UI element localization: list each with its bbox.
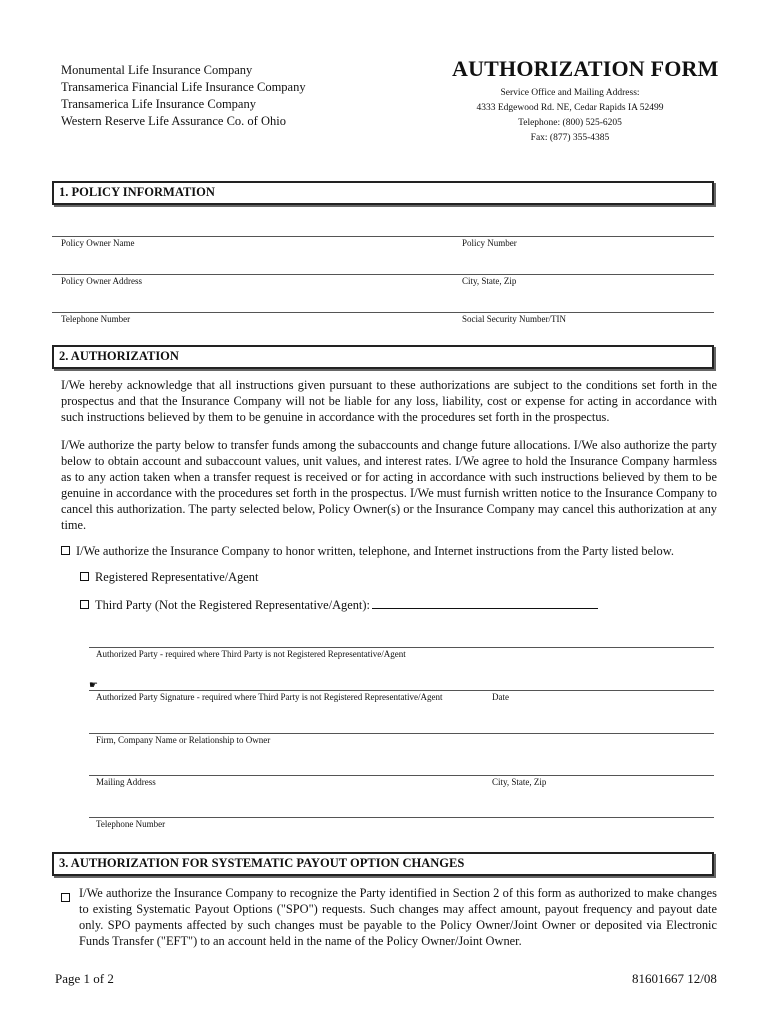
service-office-line: Service Office and Mailing Address: <box>500 88 640 98</box>
section-1-title: 1. POLICY INFORMATION <box>59 185 215 199</box>
authorization-paragraph: I/We authorize the party below to transfer funds among the subaccounts and change future allocations. I/We also authorize the party below to obtain account and subaccount values, unit values, and interest rates. I/We agree to hold the Insurance Company harmless as to any action taken when a transfer request is received or for acting in accordance with such instructions believed by them to be genuine in accordance with the procedures set forth in the prospectus. I/We must furnish written notice to the Insurance Company to cancel this authorization. The party selected below, Policy Owner(s) or the Insurance Company may cancel this authorization at any time. <box>61 438 717 532</box>
service-office-info <box>470 86 670 146</box>
service-office-telephone: Telephone: (800) 525-6205 <box>518 118 622 128</box>
third-party-checkbox[interactable] <box>80 600 89 609</box>
third-party-label: Third Party (Not the Registered Representative/Agent): <box>95 598 370 612</box>
field-line <box>89 647 714 648</box>
third-party-row <box>80 597 598 613</box>
page-number: Page 1 of 2 <box>55 971 114 986</box>
mailing-address-field[interactable]: Mailing Address <box>96 777 156 787</box>
field-line <box>52 274 714 275</box>
company-name: Monumental Life Insurance Company <box>61 63 253 77</box>
field-line <box>89 775 714 776</box>
authorize-instructions-label: I/We authorize the Insurance Company to honor written, telephone, and Internet instructions from the Party listed below. <box>76 544 674 558</box>
company-name: Transamerica Life Insurance Company <box>61 97 256 111</box>
company-name: Transamerica Financial Life Insurance Company <box>61 80 306 94</box>
spo-authorization-text: I/We authorize the Insurance Company to recognize the Party identified in Section 2 of this form as authorized to make changes to existing Systematic Payout Options ("SPO") requests. Such changes may affect amount, payout frequency and payout date only. SPO payments affected by such changes must be payable to the Policy Owner/Joint Owner or deposited via Electronic Funds Transfer ("EFT") to an account held in the name of the Policy Owner/Joint Owner. <box>79 886 717 948</box>
signature-date-field[interactable]: Date <box>492 692 509 702</box>
policy-owner-name-field[interactable]: Policy Owner Name <box>61 238 135 248</box>
form-number: 81601667 12/08 <box>632 971 717 986</box>
authorized-party-signature-field[interactable]: Authorized Party Signature - required where Third Party is not Registered Representative/Agent <box>96 692 443 702</box>
registered-rep-checkbox[interactable] <box>80 572 89 581</box>
company-name: Western Reserve Life Assurance Co. of Ohio <box>61 114 286 128</box>
section-3-title: 3. AUTHORIZATION FOR SYSTEMATIC PAYOUT OPTION CHANGES <box>59 856 465 870</box>
section-1-heading <box>52 181 714 205</box>
spo-authorization-checkbox[interactable] <box>61 893 70 902</box>
service-office-fax: Fax: (877) 355-4385 <box>530 133 610 143</box>
field-line <box>89 733 714 734</box>
party-telephone-field[interactable]: Telephone Number <box>96 819 166 829</box>
authorize-instructions-checkbox[interactable] <box>61 546 70 555</box>
form-title: AUTHORIZATION FORM <box>452 56 719 81</box>
policy-number-field[interactable]: Policy Number <box>462 238 517 248</box>
company-list <box>61 62 306 130</box>
acknowledgement-paragraph: I/We hereby acknowledge that all instructions given pursuant to these authorizations are subject to the conditions set forth in the prospectus and that the Insurance Company will not be liable for any loss, liability, cost or expense for acting in accordance with such instructions believed by them to be genuine in accordance with the procedures set forth in the prospectus. <box>61 378 717 424</box>
party-city-state-zip-field[interactable]: City, State, Zip <box>492 777 547 787</box>
telephone-number-field[interactable]: Telephone Number <box>61 314 131 324</box>
authorized-party-field[interactable]: Authorized Party - required where Third Party is not Registered Representative/Agent <box>96 649 406 659</box>
section-3-heading <box>52 852 714 876</box>
city-state-zip-field[interactable]: City, State, Zip <box>462 276 517 286</box>
field-line <box>89 817 714 818</box>
section-2-title: 2. AUTHORIZATION <box>59 349 179 363</box>
registered-rep-row <box>80 570 258 585</box>
service-office-address: 4333 Edgewood Rd. NE, Cedar Rapids IA 52499 <box>476 103 664 113</box>
field-line <box>52 312 714 313</box>
authorize-instructions-row <box>61 544 674 559</box>
third-party-name-blank[interactable] <box>372 597 598 609</box>
registered-rep-label: Registered Representative/Agent <box>95 570 259 584</box>
section-2-heading <box>52 345 714 369</box>
spo-authorization-row <box>61 885 717 948</box>
field-line <box>52 236 714 237</box>
pointing-hand-icon: ☛ <box>89 680 98 691</box>
ssn-tin-field[interactable]: Social Security Number/TIN <box>462 314 566 324</box>
policy-owner-address-field[interactable]: Policy Owner Address <box>61 276 142 286</box>
field-line <box>89 690 714 691</box>
firm-company-field[interactable]: Firm, Company Name or Relationship to Owner <box>96 735 271 745</box>
